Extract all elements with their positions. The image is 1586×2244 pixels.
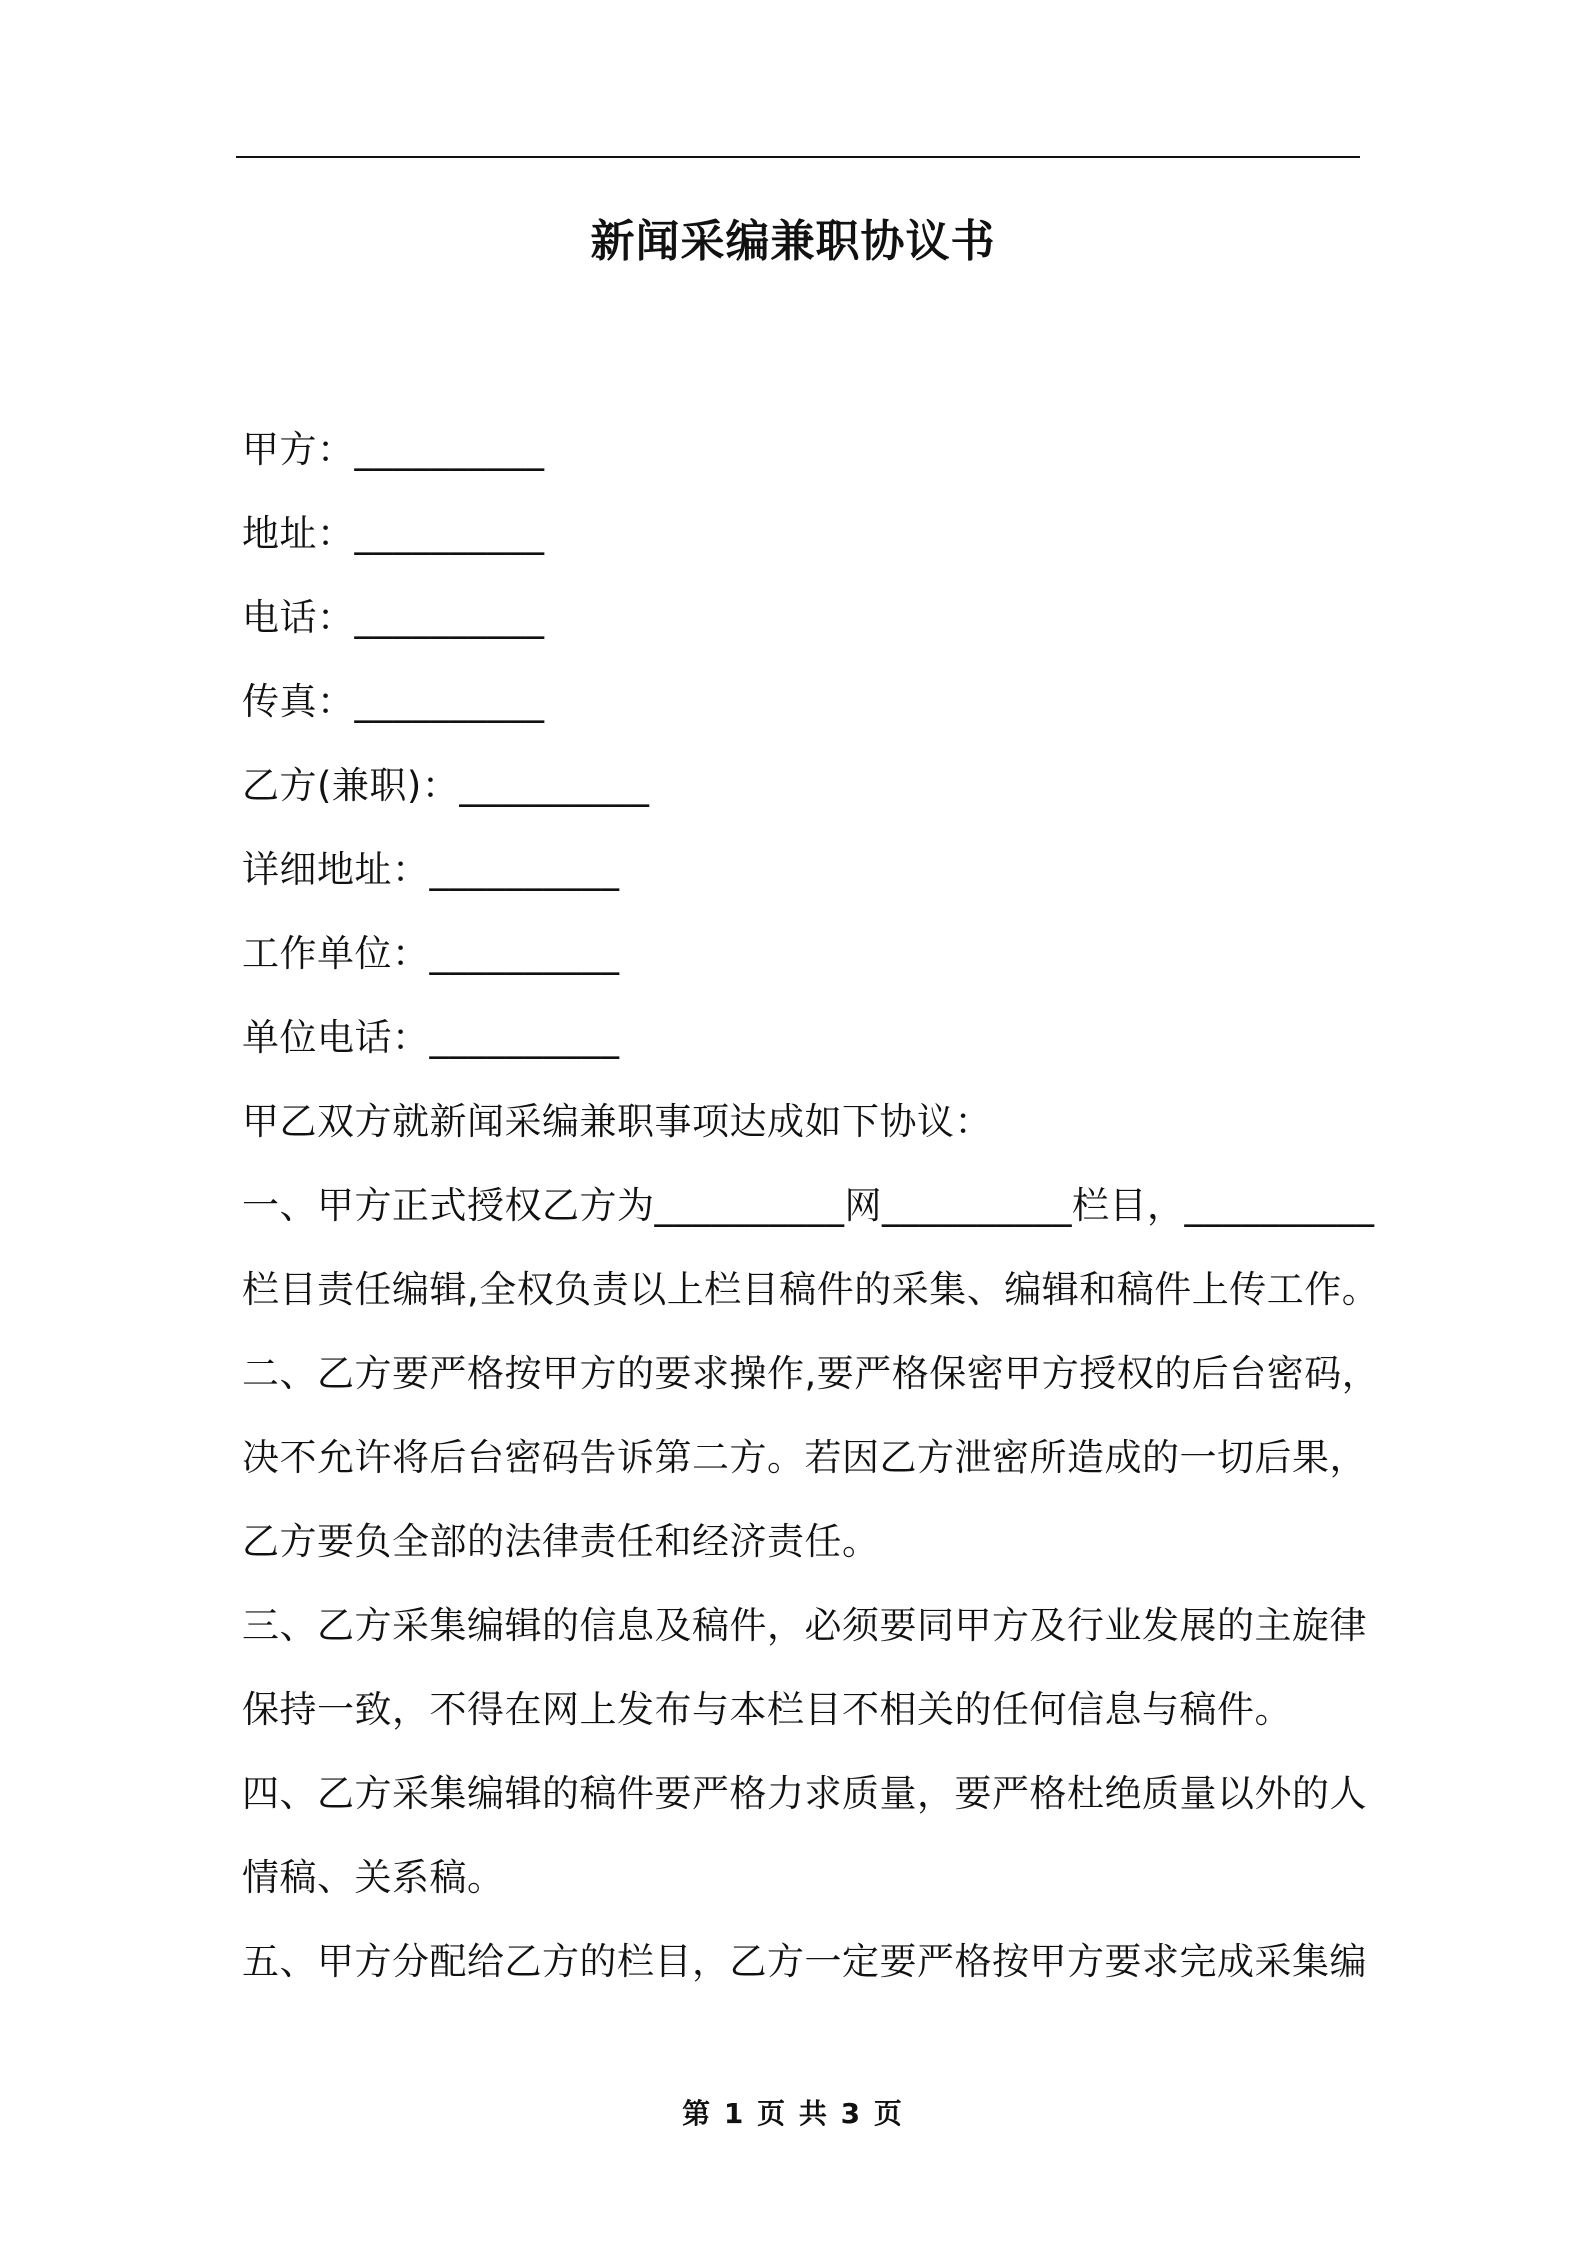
- clause-line: 二、乙方要严格按甲方的要求操作,要严格保密甲方授权的后台密码，: [242, 1352, 1380, 1395]
- field-work-unit: 工作单位：__________: [242, 932, 620, 975]
- clause-line: 决不允许将后台密码告诉第二方。若因乙方泄密所造成的一切后果，: [242, 1436, 1367, 1479]
- field-party-b: 乙方(兼职)：__________: [242, 764, 650, 807]
- document-body: [242, 408, 1380, 2004]
- clause-line: 四、乙方采集编辑的稿件要严格力求质量，要严格杜绝质量以外的人: [242, 1772, 1367, 1815]
- document-title: 新闻采编兼职协议书: [590, 216, 996, 267]
- field-party-a: 甲方：__________: [242, 428, 545, 471]
- clause-line: 三、乙方采集编辑的信息及稿件，必须要同甲方及行业发展的主旋律: [242, 1604, 1367, 1647]
- clause-line: 情稿、关系稿。: [242, 1856, 505, 1899]
- clause-line: 乙方要负全部的法律责任和经济责任。: [242, 1520, 880, 1563]
- page-number: 第 1 页 共 3 页: [682, 2097, 904, 2130]
- agreement-intro: 甲乙双方就新闻采编兼职事项达成如下协议：: [242, 1100, 992, 1143]
- field-detailed-address: 详细地址：__________: [242, 848, 620, 891]
- field-address: 地址：__________: [242, 512, 545, 555]
- header-rule: [236, 156, 1360, 158]
- clause-line: 栏目责任编辑,全权负责以上栏目稿件的采集、编辑和稿件上传工作。: [242, 1268, 1380, 1311]
- clause-line: 保持一致，不得在网上发布与本栏目不相关的任何信息与稿件。: [242, 1688, 1292, 1731]
- field-phone: 电话：__________: [242, 596, 545, 639]
- clause-line: 五、甲方分配给乙方的栏目，乙方一定要严格按甲方要求完成采集编: [242, 1940, 1367, 1983]
- clause-line: 一、甲方正式授权乙方为__________网__________栏目，__________: [242, 1184, 1375, 1227]
- field-unit-phone: 单位电话：__________: [242, 1016, 620, 1059]
- field-fax: 传真：__________: [242, 680, 545, 723]
